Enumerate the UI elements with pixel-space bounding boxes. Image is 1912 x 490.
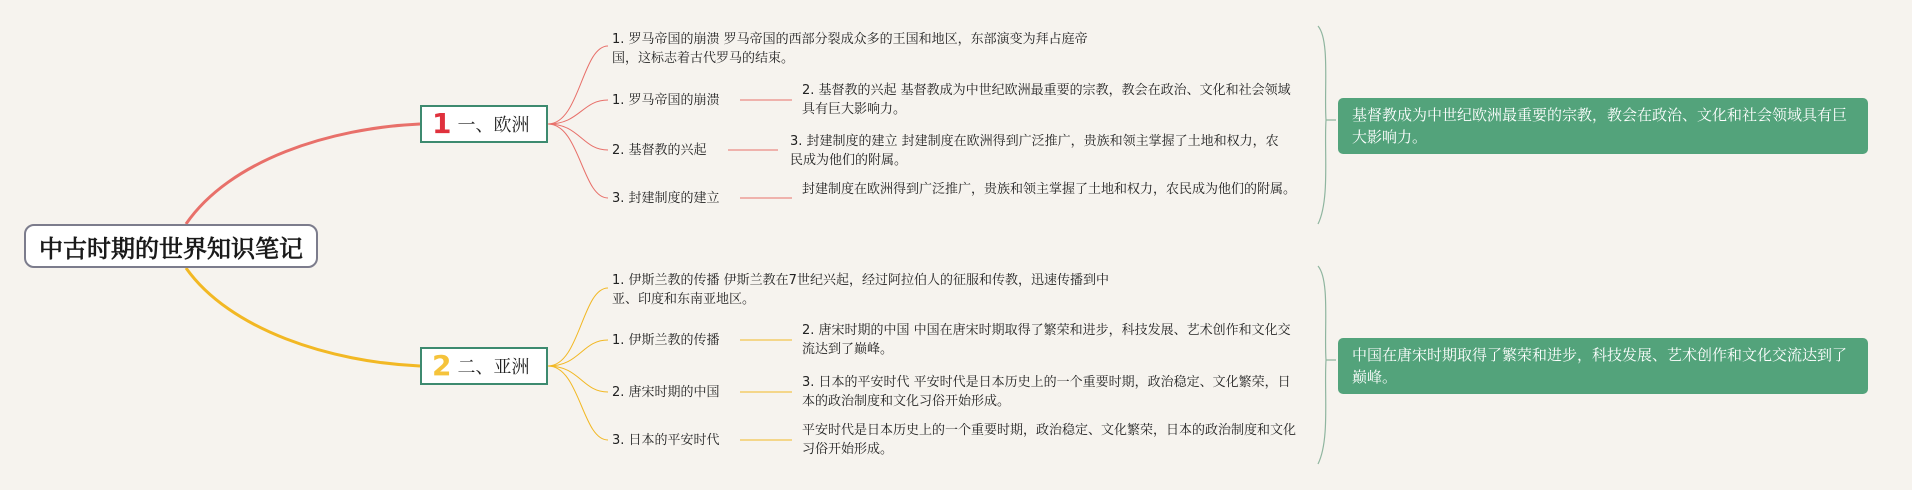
europe-note-3: 2. 基督教的兴起 xyxy=(612,143,707,158)
europe-fan xyxy=(548,46,792,198)
europe-detail-1: 2. 基督教的兴起 基督教成为中世纪欧洲最重要的宗教，教会在政治、文化和社会领域具有巨大影响力。 xyxy=(802,83,1291,117)
asia-detail-1: 2. 唐宋时期的中国 中国在唐宋时期取得了繁荣和进步，科技发展、艺术创作和文化交流达到了巅峰。 xyxy=(802,323,1291,357)
asia-note-3: 2. 唐宋时期的中国 xyxy=(612,385,720,400)
asia-note-2: 1. 伊斯兰教的传播 xyxy=(612,333,720,348)
europe-note-2: 1. 罗马帝国的崩溃 xyxy=(612,93,720,108)
bracket-europe xyxy=(1318,26,1336,224)
root-title: 中古时期的世界知识笔记 xyxy=(39,234,303,263)
connector-root-to-asia xyxy=(186,268,420,366)
bracket-asia xyxy=(1318,266,1336,464)
root-topic[interactable] xyxy=(24,224,318,268)
summary-europe[interactable]: 基督教成为中世纪欧洲最重要的宗教，教会在政治、文化和社会领域具有巨大影响力。 xyxy=(1338,98,1868,154)
branch-title-asia: 二、亚洲 xyxy=(457,357,530,378)
asia-detail-2: 3. 日本的平安时代 平安时代是日本历史上的一个重要时期，政治稳定、文化繁荣，日本的政治制度和文化习俗开始形成。 xyxy=(802,375,1291,409)
asia-detail-3: 平安时代是日本历史上的一个重要时期，政治稳定、文化繁荣，日本的政治制度和文化习俗开始形成。 xyxy=(802,423,1297,457)
connector-root-to-europe xyxy=(186,124,420,224)
asia-note-4: 3. 日本的平安时代 xyxy=(612,433,720,448)
asia-note-1: 1. 伊斯兰教的传播 伊斯兰教在7世纪兴起，经过阿拉伯人的征服和传教，迅速传播到中亚、印度和东南亚地区。 xyxy=(612,273,1109,307)
summary-asia[interactable]: 中国在唐宋时期取得了繁荣和进步，科技发展、艺术创作和文化交流达到了巅峰。 xyxy=(1338,338,1868,394)
europe-detail-3: 封建制度在欧洲得到广泛推广，贵族和领主掌握了土地和权力，农民成为他们的附属。 xyxy=(802,182,1297,197)
branch-europe[interactable] xyxy=(420,105,548,143)
branch-title-europe: 一、欧洲 xyxy=(457,115,530,136)
europe-note-4: 3. 封建制度的建立 xyxy=(612,191,720,206)
asia-fan xyxy=(548,288,792,440)
europe-detail-2: 3. 封建制度的建立 封建制度在欧洲得到广泛推广，贵族和领主掌握了土地和权力，农民成为他们的附属。 xyxy=(790,134,1279,168)
europe-note-1: 1. 罗马帝国的崩溃 罗马帝国的西部分裂成众多的王国和地区，东部演变为拜占庭帝国，这标志着古代罗马的结束。 xyxy=(612,32,1088,66)
branch-asia[interactable] xyxy=(420,347,548,385)
branch-number-2: 2 xyxy=(432,349,452,382)
branch-number-1: 1 xyxy=(432,107,452,140)
